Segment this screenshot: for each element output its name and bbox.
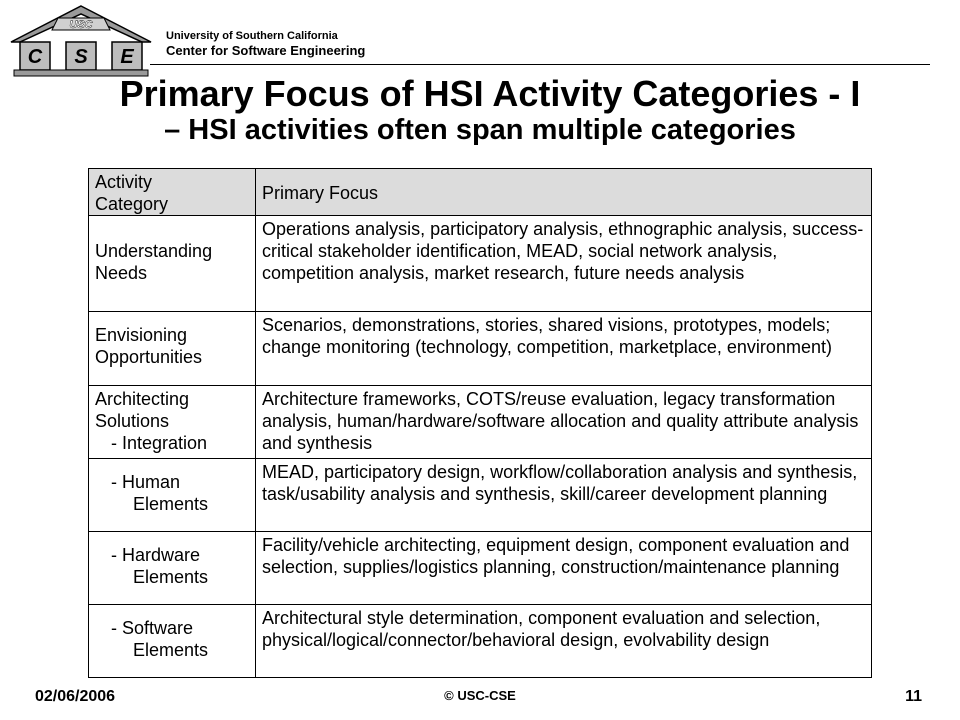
category-line: Needs <box>95 263 148 283</box>
center-name: Center for Software Engineering <box>166 43 366 58</box>
table-row <box>89 605 872 678</box>
category-line: Elements <box>133 494 209 514</box>
header-activity-category-label: Activity Category <box>95 172 169 214</box>
category-cell <box>89 605 256 678</box>
focus-text: Scenarios, demonstrations, stories, shared visions, prototypes, models; change monitoring (technology, competition, marketplace, environment) <box>262 315 832 357</box>
page-number: 11 <box>905 688 922 705</box>
activity-focus-table <box>88 168 872 678</box>
table-header-row <box>89 169 872 216</box>
logo-letter-s: S <box>74 46 88 68</box>
focus-text: Architecture frameworks, COTS/reuse evaluation, legacy transformation analysis, human/hardware/software allocation and quality attribute analysis and synthesis <box>262 389 859 453</box>
category-line: - Hardware <box>111 545 201 565</box>
slide-title: Primary Focus of HSI Activity Categories - I <box>119 73 861 114</box>
table-row <box>89 312 872 386</box>
category-line: Solutions <box>95 411 170 431</box>
category-line: Opportunities <box>95 347 203 367</box>
institution-name: University of Southern California <box>166 30 338 42</box>
table-row <box>89 386 872 459</box>
header-divider <box>150 64 930 65</box>
focus-cell <box>256 532 872 605</box>
focus-cell <box>256 605 872 678</box>
table-row <box>89 216 872 312</box>
focus-text: Operations analysis, participatory analysis, ethnographic analysis, success-critical stakeholder identification, MEAD, social network analysis, competition analysis, market research, future needs analysis <box>262 219 864 283</box>
category-cell <box>89 216 256 312</box>
logo-letter-c: C <box>27 46 43 68</box>
category-line: - Integration <box>111 433 208 453</box>
focus-text: Architectural style determination, component evaluation and selection, physical/logical/connector/behavioral design, evolvability design <box>262 608 821 650</box>
category-cell <box>89 386 256 459</box>
category-cell <box>89 459 256 532</box>
footer-date: 02/06/2006 <box>35 688 116 705</box>
table-row <box>89 532 872 605</box>
category-line: Elements <box>133 567 209 587</box>
category-line: - Software <box>111 618 194 638</box>
header-activity-category <box>89 169 256 216</box>
category-line: Understanding <box>95 241 213 261</box>
focus-cell <box>256 459 872 532</box>
focus-cell <box>256 216 872 312</box>
focus-cell <box>256 386 872 459</box>
category-line: Envisioning <box>95 325 188 345</box>
focus-text: Facility/vehicle architecting, equipment design, component evaluation and selection, supplies/logistics planning, construction/maintenance planning <box>262 535 850 577</box>
category-cell <box>89 312 256 386</box>
logo-roof-text: USC <box>69 19 93 31</box>
category-line: Architecting <box>95 389 190 409</box>
category-line: - Human <box>111 472 181 492</box>
logo-letter-e: E <box>120 46 134 68</box>
slide-subtitle: – HSI activities often span multiple categories <box>164 114 796 146</box>
focus-text: MEAD, participatory design, workflow/collaboration analysis and synthesis, task/usability analysis and synthesis, skill/career development planning <box>262 462 858 504</box>
category-cell <box>89 532 256 605</box>
footer-copyright: © USC-CSE <box>444 688 516 703</box>
focus-cell <box>256 312 872 386</box>
header-primary-focus: Primary Focus <box>256 169 872 216</box>
table-row <box>89 459 872 532</box>
usc-cse-logo <box>6 4 156 84</box>
category-line: Elements <box>133 640 209 660</box>
